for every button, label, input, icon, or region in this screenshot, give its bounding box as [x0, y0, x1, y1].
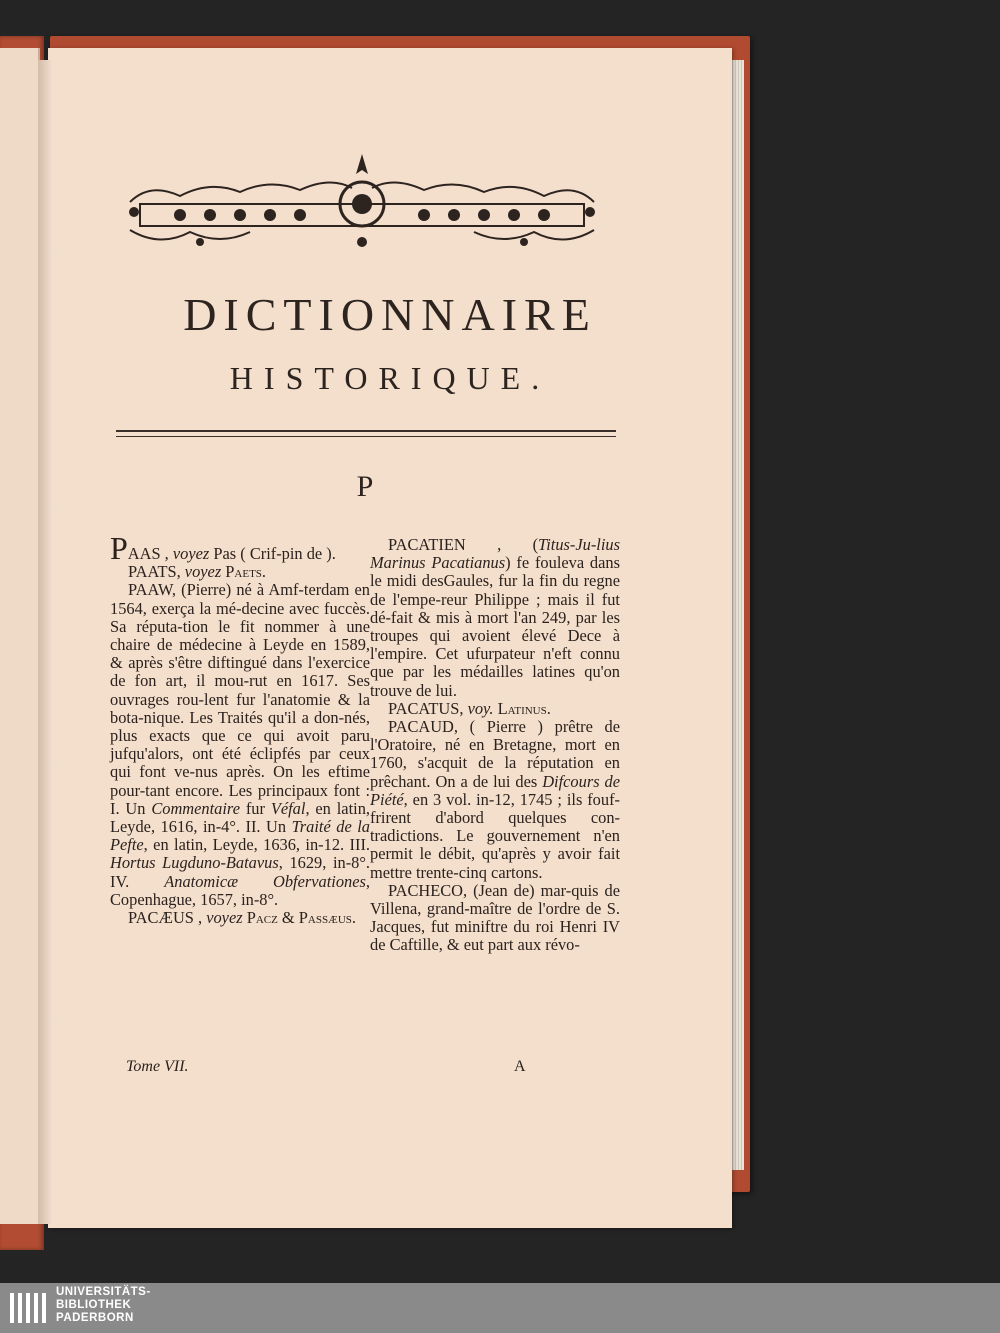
logo-line-3: PADERBORN [56, 1312, 134, 1324]
library-logo-icon [8, 1289, 48, 1327]
entry-text: PACATIEN , ( [388, 535, 539, 554]
library-logo-text [56, 1286, 151, 1325]
entry-text: PACAUD, ( Pierre ) prêtre de l'Oratoire, né en Bretagne, mort en 1760, s'acquit de la réputation en prêchant. On a de lui des [370, 717, 620, 791]
section-letter: P [356, 470, 374, 503]
entry-text: Véfal [270, 798, 306, 818]
entry-text: AAS , [127, 544, 173, 563]
dictionary-entry [370, 700, 620, 718]
dictionary-entry [110, 909, 370, 927]
entry-text: , 1629, in-8°. IV. [110, 853, 370, 891]
dictionary-entry [110, 530, 370, 566]
dictionary-entry [370, 536, 620, 700]
entry-text: Paets. [221, 562, 267, 582]
entry-text: voyez [184, 562, 222, 582]
dictionary-entry [110, 581, 370, 909]
entry-text: , en latin, Leyde, 1636, in-12. III. [143, 835, 370, 855]
dictionary-entry [370, 882, 620, 955]
entry-text: PACATUS, [388, 698, 468, 718]
dictionary-entry [110, 563, 370, 581]
entry-text: Anatomicæ Obfervationes [164, 871, 366, 891]
entry-text: PAATS, [128, 562, 185, 582]
entry-text: , en latin, Leyde, 1616, in-4°. II. Un [110, 798, 370, 837]
decorative-headpiece-ornament [120, 152, 604, 254]
entry-text: voy. [467, 698, 494, 718]
entry-text: PAAW, (Pierre) né à Amf-terdam en 1564, exerça la mé-decine avec fuccès. Sa réputa-tion le fit nommer à une chaire de médecine à Leyde en 1589, & après s'être diftingué dans l'exercice de fon art, il mou-rut en 1617. Ses ouvrages rou-lent fur l'anatomie & la bota-nique. Les Traités qu'il a don-nés, plus exacts que ce qui avoit paru jufqu'alors, ont été éclipfés par ceux qui font ve-nus après. On les eftime pour-tant encore. Les principaux font : I. Un [110, 580, 370, 818]
entry-text: Traité de la Pefte [110, 817, 370, 855]
entry-text: voyez [206, 908, 243, 928]
entry-text: Pacz & Passæus. [242, 908, 357, 928]
entry-text: fur [239, 798, 271, 818]
logo-line-2: BIBLIOTHEK [56, 1299, 132, 1311]
entry-text: Pas ( Crif-pin de ). [209, 544, 336, 563]
entry-text: voyez [172, 544, 210, 563]
book-gutter [38, 60, 52, 1224]
entry-text: Titus-Ju-lius Marinus Pacatianus [370, 535, 620, 573]
entry-text: PACHECO, (Jean de) mar-quis de Villena, grand-maître de l'ordre de S. Jacques, fut miniftre du roi Henri IV de Caftille, & eut part aux révo- [370, 880, 620, 955]
entry-text: Difcours de Piété [370, 771, 620, 809]
entry-text: ) fe fouleva dans le midi desGaules, fur la fin du regne de l'empe-reur Philippe ; mais il fut dé-fait & mis à mort l'an 249, par les troupes qui avoient élevé Dece à l'empire. Cet ufurpateur n'eft connu que par les médailles latines qu'on trouve de lui. [370, 553, 620, 700]
entry-text: , en 3 vol. in-12, 1745 ; ils fouf-frirent d'abord quelques con-tradictions. Le gouvernement n'en permit le débit, qu'après y avoir fait mettre trente-cinq cartons. [370, 789, 620, 882]
entry-text: Commentaire [151, 798, 240, 818]
entry-text: PACÆUS , [128, 908, 207, 928]
title-rule-thin [116, 436, 616, 437]
volume-signature: Tome VII. [126, 1058, 189, 1075]
page-subtitle: HISTORIQUE. [229, 360, 551, 396]
logo-line-1: UNIVERSITÄTS- [56, 1286, 151, 1298]
dictionary-entry [370, 718, 620, 882]
entry-text: P [110, 530, 128, 566]
gathering-signature: A [514, 1058, 526, 1075]
entry-text: Hortus Lugduno-Batavus [110, 853, 279, 873]
entry-text: , Copenhague, 1657, in-8°. [110, 871, 370, 909]
left-page-edge [0, 48, 40, 1224]
page-title: DICTIONNAIRE [183, 289, 597, 340]
left-text-column [110, 530, 370, 928]
title-rule-thick [116, 430, 616, 432]
right-text-column [370, 536, 620, 955]
entry-text: Latinus. [493, 698, 551, 718]
